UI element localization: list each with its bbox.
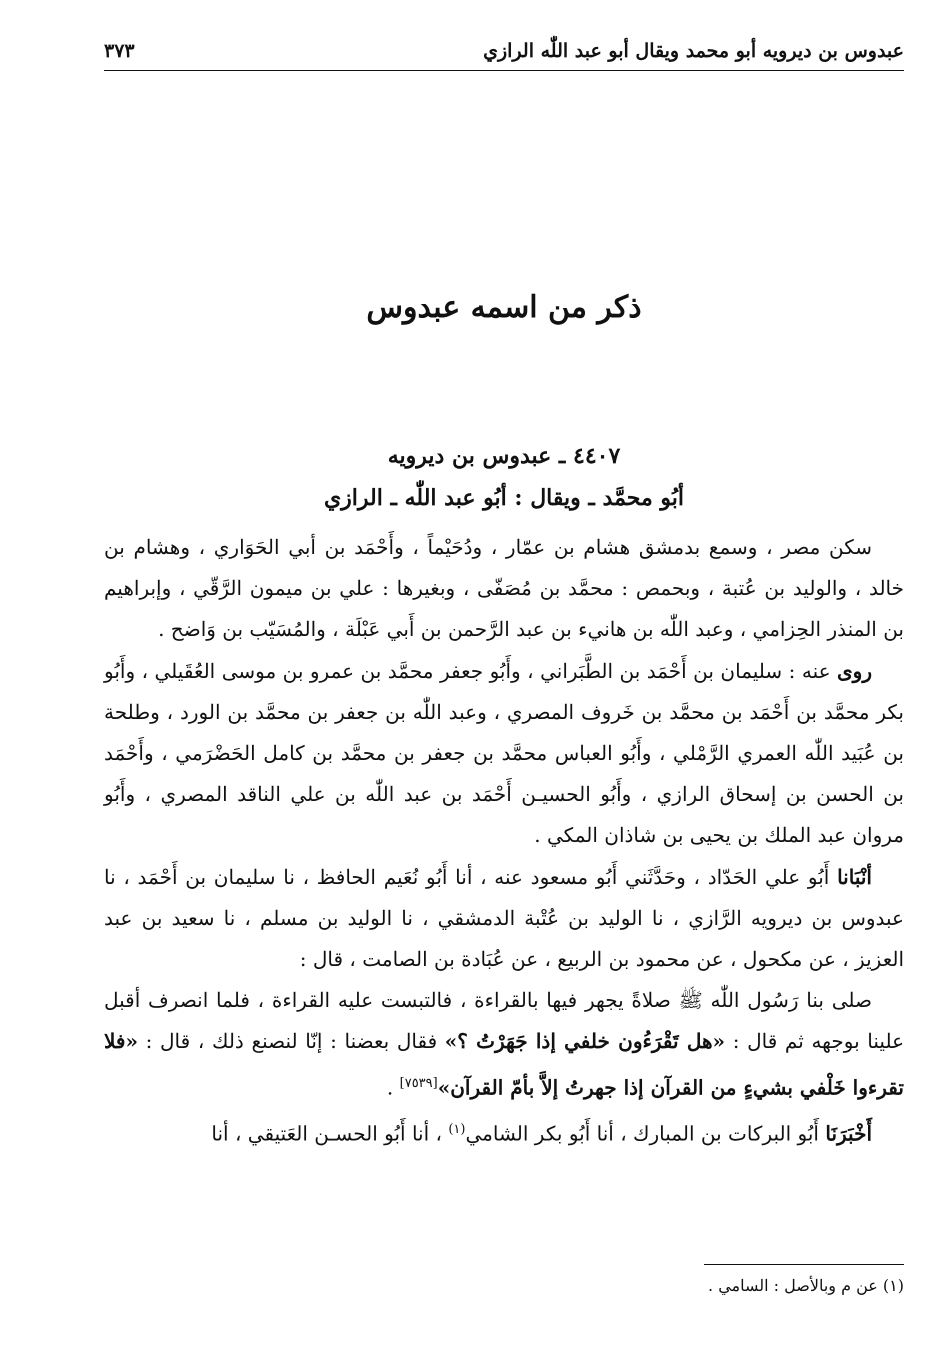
paragraph-text: أَبُو البركات بن المبارك ، أنا أَبُو بكر الشامي [465,1121,826,1146]
paragraph-students [104,651,904,857]
lead-word: أَخْبَرَنَا [825,1121,872,1146]
running-head [104,40,904,71]
paragraph-isnad-2 [104,1109,904,1155]
hadith-reference: [٧٥٣٩] [399,1075,438,1091]
paragraph-isnad [104,857,904,981]
footnote-marker: (١) [448,1121,466,1137]
paragraph-text: عنه : سليمان بن أَحْمَد بن الطَّبَراني ، وأَبُو جعفر محمَّد بن عمرو بن موسى العُقَيلي ، وأَبُو بكر محمَّد بن أَحْمَد بن محمَّد بن خَروف المصري ، وعبد اللّٰه بن جعفر بن محمَّد بن الورد ، وطلحة بن عُبَيد اللّٰه العمري الرَّمْلي ، وأَبُو العباس محمَّد بن جعفر بن محمَّد بن كامل الحَضْرَمي ، وأَحْمَد بن الحسن بن إسحاق الرازي ، وأَبُو الحسيـن أَحْمَد بن عبد اللّٰه بن علي الناقد المصري ، وأَبُو مروان عبد الملك بن يحيى بن شاذان المكي . [104,658,904,848]
paragraph-text: أَبُو علي الحَدّاد ، وحَدَّثَني أَبُو مسعود عنه ، أنا أَبُو نُعَيم الحافظ ، نا سليمان بن أَحْمَد ، نا عبدوس بن ديرويه الرَّازي ، نا الوليد بن عُتْبة الدمشقي ، نا الوليد بن مسلم ، نا سعيد بن عبد العزيز ، عن مكحول ، عن محمود بن الربيع ، عن عُبَادة بن الصامت ، قال : [104,864,904,972]
paragraph-text: فقال بعضنا : إنّا لنصنع ذلك ، قال : [138,1029,445,1054]
entry-heading [104,435,904,519]
paragraph-teachers: سكن مصر ، وسمع بدمشق هشام بن عمّار ، ودُحَيْماً ، وأَحْمَد بن أبي الحَوَاري ، وهشام بن خالد ، والوليد بن عُتبة ، وبحمص : محمَّد بن مُصَفّى ، وبغيرها : علي بن ميمون الرَّقّي ، وإبراهيم بن المنذر الحِزامي ، وعبد اللّٰه بن هانيء بن عبد الرَّحمن بن أَبي عَبْلَة ، والمُسَيّب بن وَاضح . [104,535,904,642]
paragraph-hadith [104,980,904,1108]
page [104,40,905,1295]
body-text [104,527,904,1154]
paragraph-text: . [386,1075,400,1100]
section-title: ذكر من اسمه عبدوس [366,290,642,325]
hadith-quote: «هل تَقْرَءُون خلفي إذا جَهَرْتُ ؟» [444,1029,726,1054]
entry-number-name: ٤٤٠٧ ـ عبدوس بن ديرويه [387,443,621,469]
running-title: عبدوس بن ديرويه أبو محمد ويقال أبو عبد اللّٰه الرازي [483,40,904,62]
entry-kunya: أبُو محمَّد ـ ويقال : أبُو عبد اللّٰه ـ الرازي [323,485,685,511]
lead-word: أنْبَانا [837,864,872,889]
paragraph-text: ، أنا أَبُو الحسـن العَتيقي ، أنا [211,1121,449,1146]
lead-word: روى [837,658,872,683]
page-number: ٣٧٣ [104,40,135,62]
hadith-quote: «فلا تقرءوا خَلْفي بشيءٍ من القرآن إذا جهرتُ إلاَّ بأمّ القرآن» [104,1029,904,1100]
footnote: (١) عن م وبالأصل : السامي . [708,1276,904,1295]
paragraph-text: صلى بنا رَسُول اللّٰه ﷺ صلاةً يجهر فيها بالقراءة ، فالتبست عليه القراءة ، فلما انصرف أقبل علينا بوجهه ثم قال : [104,988,905,1054]
footnote-divider [704,1264,904,1265]
